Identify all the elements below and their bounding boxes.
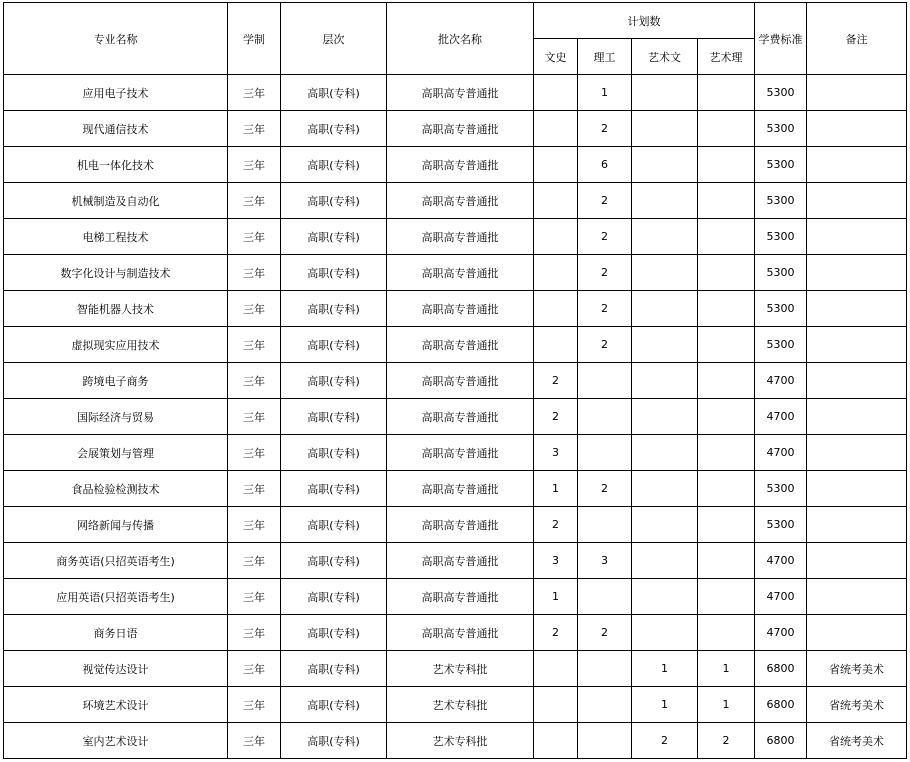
cell-fee: 4700 (755, 579, 807, 615)
cell-duration: 三年 (228, 219, 281, 255)
cell-major: 视觉传达设计 (4, 651, 228, 687)
cell-ligong: 6 (578, 147, 632, 183)
cell-batch: 高职高专普通批 (387, 291, 534, 327)
cell-major: 跨境电子商务 (4, 363, 228, 399)
cell-ligong: 2 (578, 219, 632, 255)
cell-level: 高职(专科) (281, 651, 387, 687)
cell-remark (807, 291, 907, 327)
cell-ligong (578, 507, 632, 543)
cell-wenshi (534, 183, 578, 219)
cell-major: 国际经济与贸易 (4, 399, 228, 435)
cell-remark: 省统考美术 (807, 723, 907, 759)
cell-batch: 高职高专普通批 (387, 399, 534, 435)
cell-yishuli (698, 219, 755, 255)
cell-yishuli (698, 147, 755, 183)
cell-level: 高职(专科) (281, 111, 387, 147)
cell-yishuli (698, 183, 755, 219)
cell-duration: 三年 (228, 507, 281, 543)
cell-ligong: 3 (578, 543, 632, 579)
cell-batch: 艺术专科批 (387, 651, 534, 687)
cell-yishuli (698, 471, 755, 507)
header-fee: 学费标准 (755, 3, 807, 75)
cell-wenshi (534, 255, 578, 291)
cell-ligong: 2 (578, 291, 632, 327)
cell-fee: 4700 (755, 363, 807, 399)
cell-duration: 三年 (228, 399, 281, 435)
cell-yishuli (698, 75, 755, 111)
cell-yishuwen (632, 579, 698, 615)
cell-wenshi (534, 327, 578, 363)
cell-batch: 艺术专科批 (387, 687, 534, 723)
cell-duration: 三年 (228, 687, 281, 723)
cell-duration: 三年 (228, 723, 281, 759)
cell-duration: 三年 (228, 75, 281, 111)
cell-fee: 5300 (755, 147, 807, 183)
cell-ligong (578, 435, 632, 471)
header-yishuli: 艺术理 (698, 39, 755, 75)
cell-remark (807, 183, 907, 219)
cell-remark: 省统考美术 (807, 687, 907, 723)
table-row (4, 615, 907, 651)
cell-wenshi (534, 75, 578, 111)
cell-remark (807, 507, 907, 543)
cell-yishuwen (632, 219, 698, 255)
cell-yishuwen (632, 111, 698, 147)
cell-fee: 5300 (755, 507, 807, 543)
table-row (4, 291, 907, 327)
cell-ligong (578, 363, 632, 399)
cell-yishuli (698, 291, 755, 327)
cell-remark (807, 471, 907, 507)
cell-batch: 高职高专普通批 (387, 327, 534, 363)
cell-yishuwen (632, 507, 698, 543)
cell-batch: 高职高专普通批 (387, 75, 534, 111)
cell-yishuli (698, 399, 755, 435)
table-row (4, 507, 907, 543)
cell-level: 高职(专科) (281, 327, 387, 363)
cell-ligong (578, 687, 632, 723)
cell-fee: 5300 (755, 327, 807, 363)
cell-wenshi (534, 291, 578, 327)
cell-wenshi: 2 (534, 615, 578, 651)
cell-major: 会展策划与管理 (4, 435, 228, 471)
table-row (4, 651, 907, 687)
cell-yishuli (698, 507, 755, 543)
cell-fee: 5300 (755, 75, 807, 111)
cell-fee: 5300 (755, 219, 807, 255)
cell-wenshi: 2 (534, 399, 578, 435)
table-row (4, 543, 907, 579)
table-row (4, 363, 907, 399)
header-major: 专业名称 (4, 3, 228, 75)
cell-major: 机电一体化技术 (4, 147, 228, 183)
cell-yishuli (698, 363, 755, 399)
cell-major: 机械制造及自动化 (4, 183, 228, 219)
cell-yishuwen (632, 255, 698, 291)
cell-yishuli (698, 579, 755, 615)
cell-fee: 4700 (755, 399, 807, 435)
table-row (4, 687, 907, 723)
cell-remark: 省统考美术 (807, 651, 907, 687)
cell-major: 数字化设计与制造技术 (4, 255, 228, 291)
cell-yishuli (698, 327, 755, 363)
cell-remark (807, 435, 907, 471)
cell-wenshi (534, 687, 578, 723)
cell-yishuwen (632, 327, 698, 363)
cell-duration: 三年 (228, 291, 281, 327)
cell-yishuwen (632, 399, 698, 435)
header-wenshi: 文史 (534, 39, 578, 75)
cell-level: 高职(专科) (281, 723, 387, 759)
cell-duration: 三年 (228, 111, 281, 147)
cell-yishuwen (632, 471, 698, 507)
cell-yishuwen (632, 75, 698, 111)
cell-major: 应用英语(只招英语考生) (4, 579, 228, 615)
cell-ligong (578, 579, 632, 615)
cell-fee: 4700 (755, 435, 807, 471)
header-batch: 批次名称 (387, 3, 534, 75)
cell-fee: 4700 (755, 543, 807, 579)
cell-wenshi: 2 (534, 507, 578, 543)
cell-level: 高职(专科) (281, 219, 387, 255)
table-row (4, 723, 907, 759)
cell-ligong: 2 (578, 111, 632, 147)
cell-wenshi: 1 (534, 579, 578, 615)
cell-yishuli (698, 255, 755, 291)
cell-fee: 5300 (755, 111, 807, 147)
cell-yishuwen (632, 147, 698, 183)
cell-batch: 高职高专普通批 (387, 255, 534, 291)
cell-yishuwen: 2 (632, 723, 698, 759)
cell-batch: 高职高专普通批 (387, 219, 534, 255)
cell-major: 环境艺术设计 (4, 687, 228, 723)
cell-ligong: 2 (578, 615, 632, 651)
cell-duration: 三年 (228, 471, 281, 507)
cell-yishuwen (632, 615, 698, 651)
cell-batch: 高职高专普通批 (387, 615, 534, 651)
cell-remark (807, 363, 907, 399)
cell-yishuli: 2 (698, 723, 755, 759)
table-row (4, 255, 907, 291)
cell-remark (807, 399, 907, 435)
header-remark: 备注 (807, 3, 907, 75)
table-row (4, 327, 907, 363)
cell-batch: 高职高专普通批 (387, 363, 534, 399)
cell-major: 虚拟现实应用技术 (4, 327, 228, 363)
cell-yishuli: 1 (698, 651, 755, 687)
cell-duration: 三年 (228, 615, 281, 651)
cell-yishuwen (632, 363, 698, 399)
cell-remark (807, 543, 907, 579)
cell-ligong (578, 399, 632, 435)
cell-duration: 三年 (228, 579, 281, 615)
table-row (4, 399, 907, 435)
cell-major: 智能机器人技术 (4, 291, 228, 327)
cell-level: 高职(专科) (281, 183, 387, 219)
cell-ligong: 2 (578, 183, 632, 219)
cell-yishuli (698, 543, 755, 579)
cell-duration: 三年 (228, 147, 281, 183)
cell-major: 电梯工程技术 (4, 219, 228, 255)
cell-yishuli (698, 111, 755, 147)
cell-level: 高职(专科) (281, 255, 387, 291)
cell-yishuwen (632, 543, 698, 579)
table-row (4, 147, 907, 183)
header-level: 层次 (281, 3, 387, 75)
cell-fee: 5300 (755, 183, 807, 219)
cell-wenshi (534, 147, 578, 183)
cell-batch: 高职高专普通批 (387, 543, 534, 579)
cell-batch: 高职高专普通批 (387, 147, 534, 183)
cell-wenshi (534, 219, 578, 255)
cell-level: 高职(专科) (281, 363, 387, 399)
cell-batch: 高职高专普通批 (387, 435, 534, 471)
cell-batch: 高职高专普通批 (387, 579, 534, 615)
cell-batch: 高职高专普通批 (387, 183, 534, 219)
cell-ligong (578, 651, 632, 687)
cell-remark (807, 327, 907, 363)
cell-remark (807, 219, 907, 255)
cell-remark (807, 255, 907, 291)
cell-duration: 三年 (228, 651, 281, 687)
cell-major: 现代通信技术 (4, 111, 228, 147)
header-duration: 学制 (228, 3, 281, 75)
cell-remark (807, 579, 907, 615)
cell-duration: 三年 (228, 543, 281, 579)
cell-fee: 6800 (755, 687, 807, 723)
cell-major: 商务英语(只招英语考生) (4, 543, 228, 579)
table-row (4, 471, 907, 507)
cell-duration: 三年 (228, 255, 281, 291)
cell-major: 室内艺术设计 (4, 723, 228, 759)
cell-level: 高职(专科) (281, 399, 387, 435)
cell-remark (807, 615, 907, 651)
cell-ligong: 2 (578, 471, 632, 507)
header-ligong: 理工 (578, 39, 632, 75)
table-row (4, 75, 907, 111)
cell-wenshi: 1 (534, 471, 578, 507)
cell-wenshi: 2 (534, 363, 578, 399)
cell-level: 高职(专科) (281, 507, 387, 543)
cell-batch: 高职高专普通批 (387, 111, 534, 147)
cell-level: 高职(专科) (281, 435, 387, 471)
cell-remark (807, 147, 907, 183)
cell-level: 高职(专科) (281, 687, 387, 723)
cell-duration: 三年 (228, 183, 281, 219)
cell-yishuwen: 1 (632, 651, 698, 687)
cell-yishuwen: 1 (632, 687, 698, 723)
cell-fee: 6800 (755, 651, 807, 687)
cell-fee: 5300 (755, 291, 807, 327)
cell-batch: 高职高专普通批 (387, 507, 534, 543)
enrollment-plan-table (3, 2, 907, 759)
cell-ligong: 2 (578, 255, 632, 291)
cell-ligong: 2 (578, 327, 632, 363)
table-row (4, 183, 907, 219)
cell-major: 食品检验检测技术 (4, 471, 228, 507)
cell-wenshi: 3 (534, 435, 578, 471)
cell-remark (807, 75, 907, 111)
cell-yishuwen (632, 435, 698, 471)
table-row (4, 579, 907, 615)
cell-fee: 5300 (755, 471, 807, 507)
cell-level: 高职(专科) (281, 543, 387, 579)
table-body (4, 75, 907, 759)
header-yishuwen: 艺术文 (632, 39, 698, 75)
cell-major: 网络新闻与传播 (4, 507, 228, 543)
cell-duration: 三年 (228, 363, 281, 399)
cell-yishuwen (632, 183, 698, 219)
header-plan: 计划数 (534, 3, 755, 39)
cell-wenshi (534, 723, 578, 759)
cell-fee: 6800 (755, 723, 807, 759)
cell-ligong (578, 723, 632, 759)
table-row (4, 219, 907, 255)
cell-level: 高职(专科) (281, 291, 387, 327)
cell-yishuli (698, 615, 755, 651)
cell-wenshi (534, 651, 578, 687)
cell-major: 商务日语 (4, 615, 228, 651)
cell-duration: 三年 (228, 435, 281, 471)
cell-wenshi: 3 (534, 543, 578, 579)
cell-remark (807, 111, 907, 147)
cell-level: 高职(专科) (281, 471, 387, 507)
cell-fee: 5300 (755, 255, 807, 291)
cell-yishuli (698, 435, 755, 471)
cell-level: 高职(专科) (281, 147, 387, 183)
cell-yishuwen (632, 291, 698, 327)
cell-level: 高职(专科) (281, 615, 387, 651)
cell-level: 高职(专科) (281, 75, 387, 111)
cell-yishuli: 1 (698, 687, 755, 723)
table-row (4, 435, 907, 471)
cell-wenshi (534, 111, 578, 147)
cell-duration: 三年 (228, 327, 281, 363)
cell-fee: 4700 (755, 615, 807, 651)
table-row (4, 111, 907, 147)
cell-major: 应用电子技术 (4, 75, 228, 111)
cell-level: 高职(专科) (281, 579, 387, 615)
cell-ligong: 1 (578, 75, 632, 111)
cell-batch: 艺术专科批 (387, 723, 534, 759)
cell-batch: 高职高专普通批 (387, 471, 534, 507)
